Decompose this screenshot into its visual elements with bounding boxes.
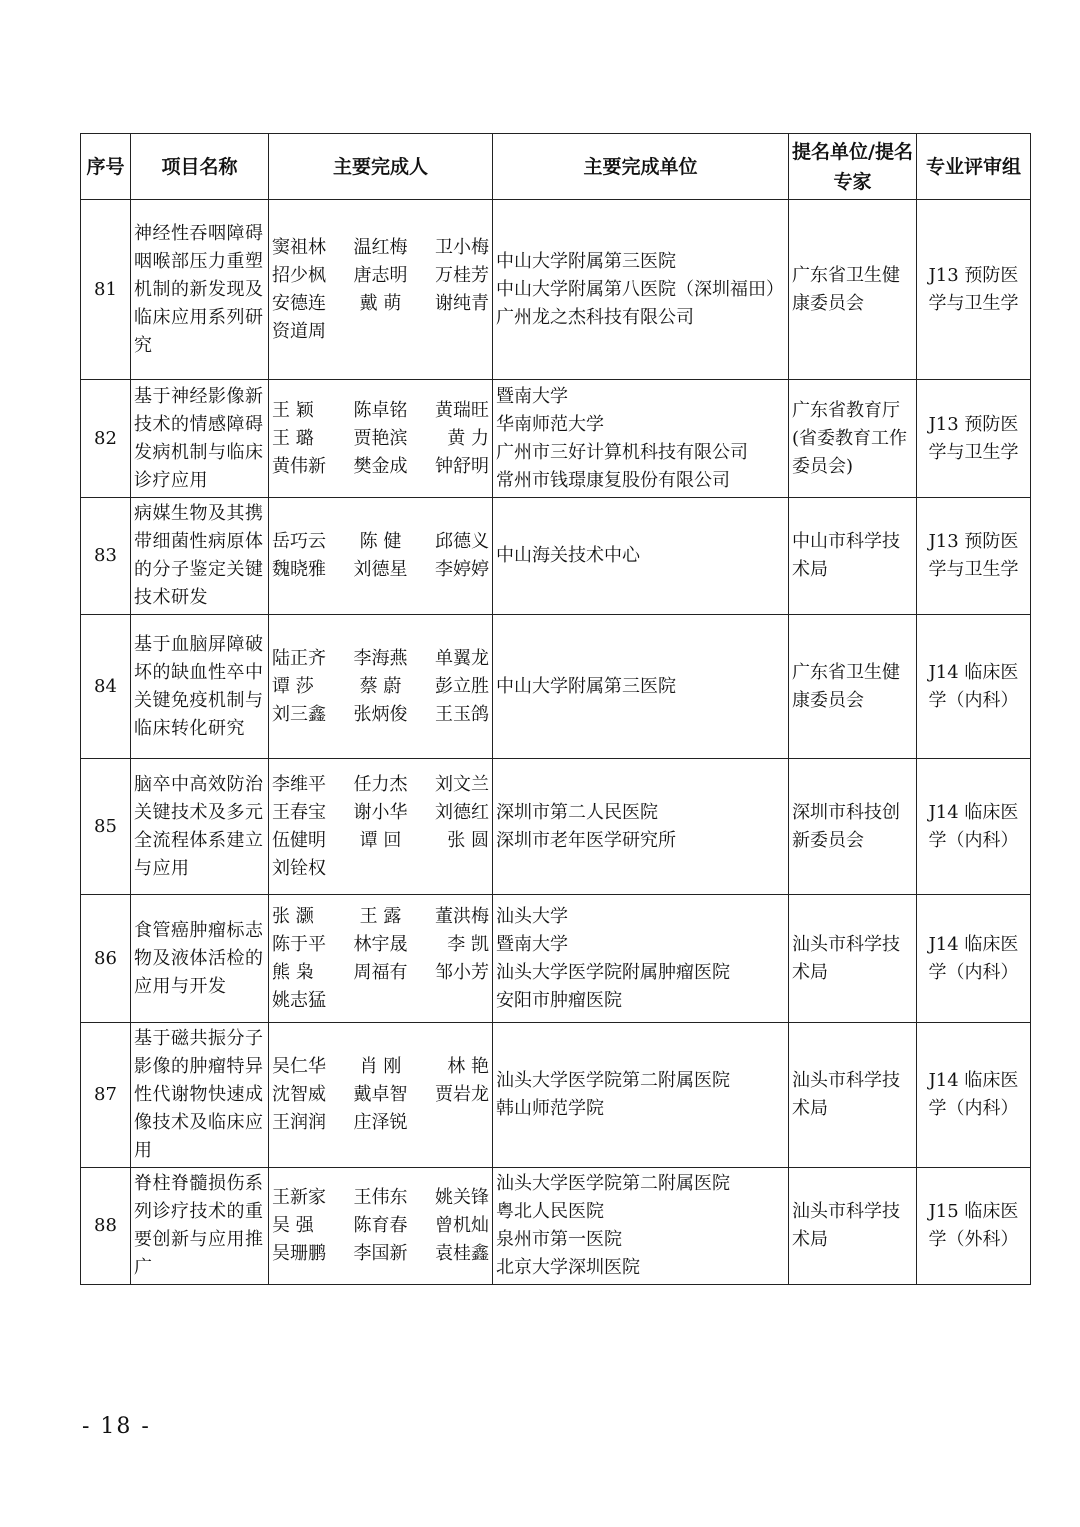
contributor-name: 李海燕	[353, 647, 408, 669]
header-people: 主要完成人	[269, 134, 493, 200]
contributor-name: 谭 回	[359, 829, 402, 851]
nominator: 广东省卫生健康委员会	[789, 200, 917, 380]
contributor-name: 蔡 蔚	[359, 675, 402, 697]
review-group: J14 临床医学（内科）	[917, 759, 1031, 895]
contributor-name: 吴珊鹏	[272, 1243, 326, 1264]
contributor-name: 李婷婷	[434, 559, 489, 580]
review-group: J14 临床医学（内科）	[917, 895, 1031, 1023]
header-group: 专业评审组	[917, 134, 1031, 200]
contributor-name: 李国新	[353, 1243, 408, 1264]
contributor-line	[272, 290, 489, 318]
contributor-line	[272, 987, 489, 1015]
table-row	[81, 1023, 1031, 1168]
contributor-name: 王 颖	[272, 399, 314, 421]
contributor-name: 李维平	[272, 773, 326, 795]
contributor-name: 刘德星	[353, 559, 408, 580]
contributor-name: 张炳俊	[353, 703, 408, 725]
contributor-name: 袁桂鑫	[434, 1243, 489, 1264]
contributor-name: 谢小华	[353, 801, 408, 823]
contributor-line	[272, 771, 489, 799]
contributor-line	[272, 1109, 489, 1137]
contributor-name: 吴 强	[272, 1215, 314, 1236]
nominator: 中山市科学技术局	[789, 498, 917, 615]
main-contributors	[269, 200, 493, 380]
unit-name: 汕头大学医学院第二附属医院	[496, 1070, 730, 1091]
unit-name: 中山大学附属第三医院	[496, 675, 676, 697]
header-nominator: 提名单位/提名专家	[789, 134, 917, 200]
contributor-name: 王 璐	[272, 427, 314, 449]
contributor-name: 李 凯	[447, 933, 489, 955]
row-number: 81	[81, 200, 131, 380]
main-units	[493, 1023, 789, 1168]
contributor-name: 谢纯青	[434, 292, 489, 314]
contributor-name: 卫小梅	[434, 236, 489, 258]
contributor-name: 温红梅	[353, 236, 408, 258]
contributor-name: 姚志猛	[272, 989, 326, 1011]
contributor-name: 刘文兰	[434, 773, 489, 795]
contributor-line	[272, 318, 489, 346]
unit-name: 中山海关技术中心	[496, 545, 640, 566]
header-num: 序号	[81, 134, 131, 200]
review-group: J13 预防医学与卫生学	[917, 498, 1031, 615]
contributor-name: 贾艳滨	[353, 427, 408, 449]
unit-name: 安阳市肿瘤医院	[496, 989, 622, 1011]
contributor-name: 董洪梅	[434, 905, 489, 927]
contributor-name: 邱德义	[434, 531, 489, 552]
contributor-name: 万桂芳	[434, 264, 489, 286]
contributor-line	[272, 855, 489, 883]
project-name: 基于神经影像新技术的情感障碍发病机制与临床诊疗应用	[131, 380, 269, 498]
contributor-name: 贾岩龙	[434, 1084, 489, 1105]
row-number: 87	[81, 1023, 131, 1168]
contributor-name: 陈卓铭	[353, 399, 408, 421]
contributor-name: 资道周	[272, 320, 326, 342]
contributor-name: 戴 萌	[359, 292, 402, 314]
main-units	[493, 615, 789, 759]
unit-name: 韩山师范学院	[496, 1098, 604, 1119]
contributor-name: 任力杰	[353, 773, 408, 795]
contributor-name: 岳巧云	[272, 531, 326, 552]
unit-name: 深圳市第二人民医院	[496, 801, 658, 823]
contributor-name: 王润润	[272, 1112, 326, 1133]
row-number: 84	[81, 615, 131, 759]
main-contributors	[269, 759, 493, 895]
table-row	[81, 615, 1031, 759]
contributor-line	[272, 701, 489, 729]
unit-name: 泉州市第一医院	[496, 1229, 622, 1250]
contributor-name: 单翼龙	[434, 647, 489, 669]
unit-name: 中山大学附属第三医院	[496, 250, 676, 272]
row-number: 83	[81, 498, 131, 615]
project-name: 脑卒中高效防治关键技术及多元全流程体系建立与应用	[131, 759, 269, 895]
contributor-line	[272, 827, 489, 855]
contributor-name: 钟舒明	[434, 455, 489, 477]
row-number: 88	[81, 1168, 131, 1285]
project-name: 基于血脑屏障破坏的缺血性卒中关键免疫机制与临床转化研究	[131, 615, 269, 759]
contributor-name: 樊金成	[353, 455, 408, 477]
main-units	[493, 1168, 789, 1285]
unit-name: 北京大学深圳医院	[496, 1257, 640, 1278]
unit-name: 常州市钱璟康复股份有限公司	[496, 469, 730, 491]
contributor-name: 黄 力	[447, 427, 489, 449]
contributor-name: 陈于平	[272, 933, 326, 955]
review-group: J13 预防医学与卫生学	[917, 380, 1031, 498]
contributor-name: 伍健明	[272, 829, 326, 851]
contributor-line	[272, 931, 489, 959]
contributor-name: 黄伟新	[272, 455, 326, 477]
header-units: 主要完成单位	[493, 134, 789, 200]
contributor-name: 王伟东	[353, 1187, 408, 1208]
project-name: 病媒生物及其携带细菌性病原体的分子鉴定关键技术研发	[131, 498, 269, 615]
main-contributors	[269, 1168, 493, 1285]
main-units	[493, 380, 789, 498]
contributor-line	[272, 1184, 489, 1212]
nominator: 汕头市科学技术局	[789, 1023, 917, 1168]
contributor-name: 陈育春	[353, 1215, 408, 1236]
header-row	[81, 134, 1031, 200]
contributor-name: 姚关锋	[434, 1187, 489, 1208]
contributor-name	[417, 987, 489, 1015]
contributor-name	[344, 987, 416, 1015]
page-number: - 18 -	[82, 1414, 151, 1439]
contributor-name: 刘铨权	[272, 857, 326, 879]
unit-name: 暨南大学	[496, 933, 568, 955]
contributor-name: 王春宝	[272, 801, 326, 823]
contributor-name: 谭 莎	[272, 675, 314, 697]
contributor-name: 肖 刚	[359, 1056, 402, 1077]
table-row	[81, 759, 1031, 895]
contributor-name: 唐志明	[353, 264, 408, 286]
contributor-name: 张 圆	[447, 829, 489, 851]
nominator: 汕头市科学技术局	[789, 1168, 917, 1285]
project-name: 神经性吞咽障碍咽喉部压力重塑机制的新发现及临床应用系列研究	[131, 200, 269, 380]
contributor-name: 熊 枭	[272, 961, 314, 983]
contributor-name	[417, 1109, 489, 1137]
contributor-line	[272, 1081, 489, 1109]
contributor-name: 魏晓雅	[272, 559, 326, 580]
contributor-name: 庄泽锐	[353, 1112, 408, 1133]
contributor-name: 张 灏	[272, 905, 314, 927]
contributor-line	[272, 528, 489, 556]
contributor-name: 王新家	[272, 1187, 326, 1208]
contributor-name	[344, 318, 416, 346]
table-row	[81, 1168, 1031, 1285]
contributor-name: 彭立胜	[434, 675, 489, 697]
project-name: 食管癌肿瘤标志物及液体活检的应用与开发	[131, 895, 269, 1023]
contributor-line	[272, 1053, 489, 1081]
unit-name: 粤北人民医院	[496, 1201, 604, 1222]
table-row	[81, 498, 1031, 615]
nominator: 广东省教育厅(省委教育工作委员会)	[789, 380, 917, 498]
contributor-line	[272, 556, 489, 584]
contributor-name	[344, 855, 416, 883]
contributor-line	[272, 645, 489, 673]
award-table	[80, 133, 1031, 1285]
unit-name: 深圳市老年医学研究所	[496, 829, 676, 851]
review-group: J14 临床医学（内科）	[917, 1023, 1031, 1168]
nominator: 汕头市科学技术局	[789, 895, 917, 1023]
contributor-line	[272, 453, 489, 481]
main-units	[493, 200, 789, 380]
nominator: 深圳市科技创新委员会	[789, 759, 917, 895]
unit-name: 中山大学附属第八医院（深圳福田）	[496, 278, 784, 300]
contributor-name: 沈智威	[272, 1084, 326, 1105]
contributor-name: 陆正齐	[272, 647, 326, 669]
contributor-line	[272, 1212, 489, 1240]
contributor-name: 刘德红	[434, 801, 489, 823]
contributor-line	[272, 397, 489, 425]
contributor-name	[417, 318, 489, 346]
unit-name: 华南师范大学	[496, 413, 604, 435]
row-number: 86	[81, 895, 131, 1023]
unit-name: 暨南大学	[496, 385, 568, 407]
review-group: J13 预防医学与卫生学	[917, 200, 1031, 380]
row-number: 85	[81, 759, 131, 895]
contributor-name: 安德连	[272, 292, 326, 314]
contributor-name: 刘三鑫	[272, 703, 326, 725]
table-row	[81, 380, 1031, 498]
contributor-line	[272, 799, 489, 827]
contributor-name: 黄瑞旺	[434, 399, 489, 421]
contributor-line	[272, 425, 489, 453]
contributor-name: 戴卓智	[353, 1084, 408, 1105]
review-group: J15 临床医学（外科）	[917, 1168, 1031, 1285]
nominator: 广东省卫生健康委员会	[789, 615, 917, 759]
table-row	[81, 200, 1031, 380]
unit-name: 广州市三好计算机科技有限公司	[496, 441, 748, 463]
main-contributors	[269, 498, 493, 615]
unit-name: 汕头大学医学院附属肿瘤医院	[496, 961, 730, 983]
contributor-line	[272, 673, 489, 701]
main-contributors	[269, 1023, 493, 1168]
main-contributors	[269, 380, 493, 498]
project-name: 基于磁共振分子影像的肿瘤特异性代谢物快速成像技术及临床应用	[131, 1023, 269, 1168]
main-units	[493, 759, 789, 895]
project-name: 脊柱脊髓损伤系列诊疗技术的重要创新与应用推广	[131, 1168, 269, 1285]
table-row	[81, 895, 1031, 1023]
header-project: 项目名称	[131, 134, 269, 200]
contributor-name: 王玉鸽	[434, 703, 489, 725]
contributor-line	[272, 234, 489, 262]
contributor-name: 曾机灿	[434, 1215, 489, 1236]
contributor-name: 吴仁华	[272, 1056, 326, 1077]
contributor-name: 林宇晟	[353, 933, 408, 955]
main-contributors	[269, 615, 493, 759]
contributor-name: 窦祖林	[272, 236, 326, 258]
unit-name: 广州龙之杰科技有限公司	[496, 306, 694, 328]
contributor-line	[272, 262, 489, 290]
contributor-name: 王 露	[359, 905, 402, 927]
contributor-name: 林 艳	[447, 1056, 489, 1077]
contributor-line	[272, 903, 489, 931]
main-units	[493, 498, 789, 615]
contributor-name: 邹小芳	[434, 961, 489, 983]
row-number: 82	[81, 380, 131, 498]
unit-name: 汕头大学	[496, 905, 568, 927]
main-contributors	[269, 895, 493, 1023]
contributor-name: 周福有	[353, 961, 408, 983]
main-units	[493, 895, 789, 1023]
contributor-name: 陈 健	[359, 531, 402, 552]
contributor-name: 招少枫	[272, 264, 326, 286]
review-group: J14 临床医学（内科）	[917, 615, 1031, 759]
contributor-line	[272, 959, 489, 987]
unit-name: 汕头大学医学院第二附属医院	[496, 1173, 730, 1194]
contributor-name	[417, 855, 489, 883]
contributor-line	[272, 1240, 489, 1268]
